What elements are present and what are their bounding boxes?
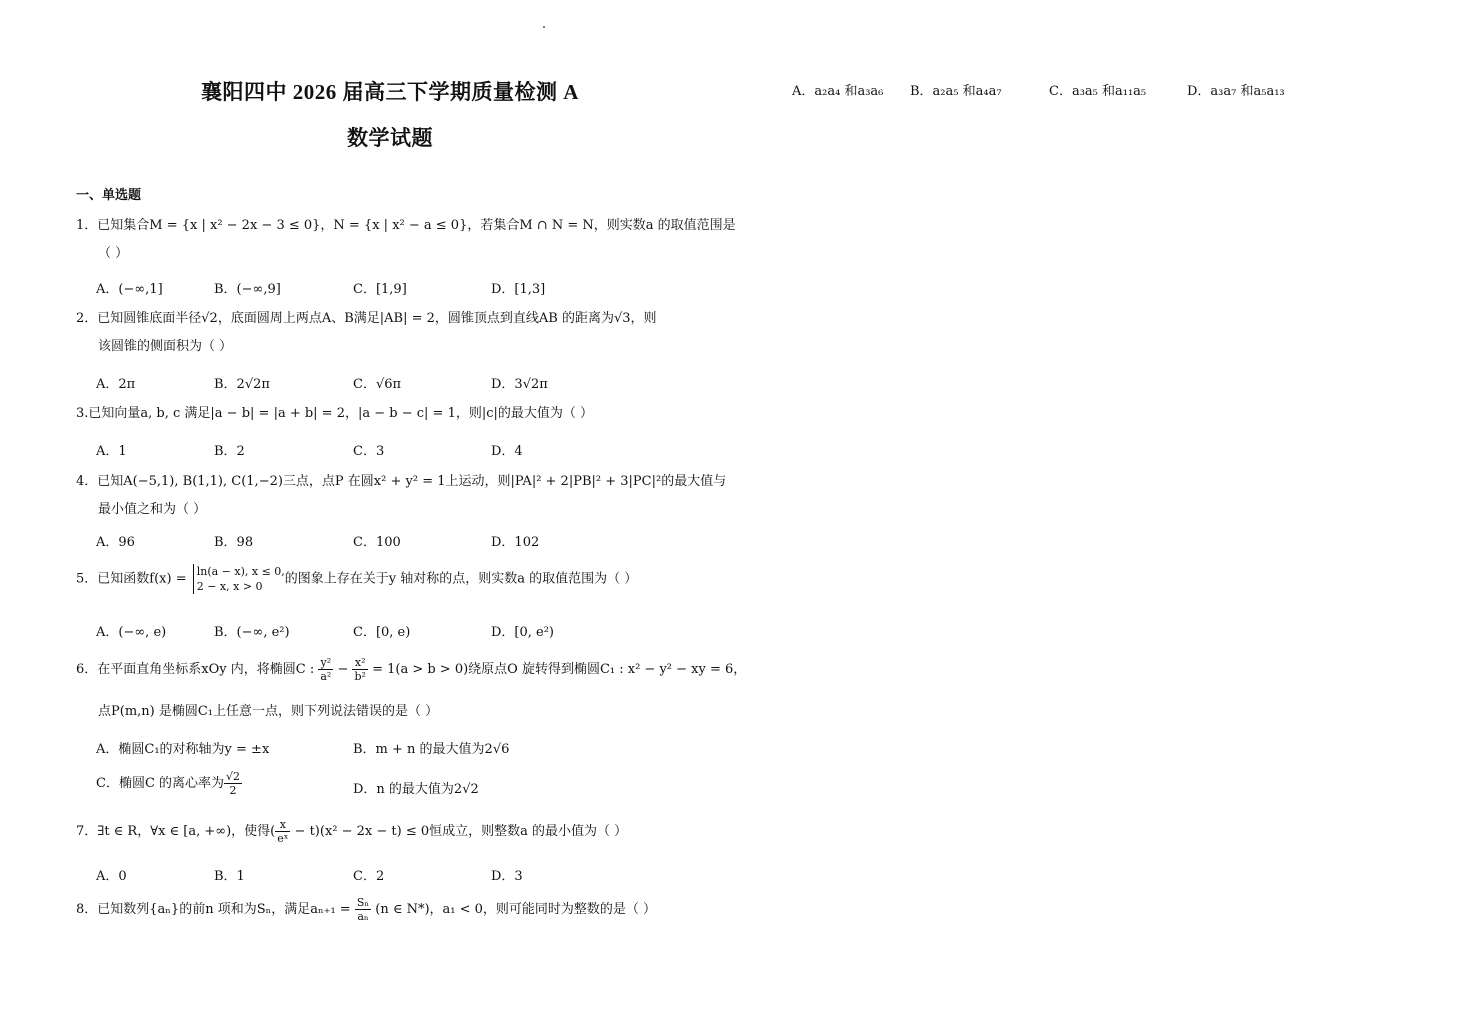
- fraction-num: x: [275, 818, 290, 832]
- question-7-stem-pre: 7．∃t ∈ R，∀x ∈ [a, +∞)，使得(: [76, 824, 276, 839]
- question-5-stem-post: 的图象上存在关于y 轴对称的点，则实数a 的取值范围为（ ）: [284, 571, 638, 587]
- question-6-stem-post: = 1(a > b > 0)绕原点O 旋转得到椭圆C₁ : x² − y² − xy = 6，: [367, 662, 747, 677]
- option-c: C．a₃a₅ 和a₁₁a₅: [1049, 84, 1147, 99]
- question-4-stem: 4．已知A(−5,1), B(1,1), C(1,−2)三点，点P 在圆x² + y² = 1上运动，则|PA|² + 2|PB|² + 3|PC|²的最大值与: [76, 474, 727, 489]
- option-a: A．96: [96, 535, 135, 550]
- exam-subtitle: 数学试题: [347, 126, 433, 150]
- question-6-stem-cont: 点P(m,n) 是椭圆C₁上任意一点，则下列说法错误的是（ ）: [98, 704, 439, 719]
- question-5: [76, 564, 716, 594]
- option-a: A．(−∞, e): [96, 625, 167, 640]
- fraction: [318, 656, 333, 683]
- question-8-stem-post: (n ∈ N*)，a₁ < 0，则可能同时为整数的是（ ）: [371, 902, 657, 917]
- option-b: B．2√2π: [214, 377, 270, 392]
- option-d: D．[1,3]: [491, 282, 546, 297]
- fraction-den: eˣ: [277, 832, 289, 845]
- option-a: A．(−∞,1]: [96, 282, 163, 297]
- option-b: B．m + n 的最大值为2√6: [353, 742, 510, 757]
- question-3: [76, 400, 716, 428]
- question-1: [76, 212, 736, 268]
- option-c: C．3: [353, 444, 385, 459]
- option-d: D．3: [491, 869, 523, 884]
- option-d: D．a₃a₇ 和a₅a₁₃: [1187, 84, 1285, 99]
- question-6: 6．在平面直角坐标系xOy 内，将椭圆C : $\frac{\text{y²}}{\text{a²}}$ − $\frac{\text{x²}}{\text{b²}}$ = 1(a > b > 0)绕原点O 旋转得到椭圆C₁ : x² − y² − xy = 6，: [76, 656, 747, 683]
- piece-line-1: ln(a − x), x ≤ 0,: [196, 565, 285, 578]
- option-c: C．100: [353, 535, 401, 550]
- fraction-num: Sₙ: [356, 896, 370, 909]
- question-2-stem: 2．已知圆锥底面半径√2，底面圆周上两点A、B满足|AB| = 2，圆锥顶点到直线AB 的距离为√3，则: [76, 311, 657, 326]
- question-6-stem-pre: 6．在平面直角坐标系xOy 内，将椭圆C :: [76, 662, 319, 677]
- option-d: D．102: [491, 535, 540, 550]
- option-a: A．1: [96, 444, 127, 459]
- question-8-stem-pre: 8．已知数列{aₙ}的前n 项和为Sₙ，满足aₙ₊₁ =: [76, 902, 355, 917]
- fraction: [352, 656, 367, 683]
- fraction-num: √2: [226, 770, 241, 783]
- option-a: A．椭圆C₁的对称轴为y = ±x: [96, 742, 270, 757]
- fraction-den: 2: [229, 784, 237, 797]
- option-c: C．2: [353, 869, 385, 884]
- question-5-stem-pre: 5．已知函数f(x) =: [76, 571, 191, 587]
- fraction: [224, 770, 242, 797]
- question-6-cont: [76, 698, 716, 726]
- fraction-num: y²: [318, 656, 333, 670]
- question-2-stem-cont: 该圆锥的侧面积为（ ）: [98, 339, 233, 354]
- option-d: D．4: [491, 444, 523, 459]
- piece-line-2: 2 − x, x > 0: [196, 580, 263, 593]
- question-4: [76, 468, 727, 524]
- option-c: [96, 770, 242, 797]
- option-c: C．[1,9]: [353, 282, 407, 297]
- option-b: B．a₂a₅ 和a₄a₇: [910, 84, 1002, 99]
- exam-title: 襄阳四中 2026 届高三下学期质量检测 A: [201, 80, 579, 104]
- option-b: B．98: [214, 535, 254, 550]
- question-1-stem-cont: （ ）: [98, 246, 129, 261]
- fraction-den: a²: [320, 670, 332, 683]
- option-c: C．√6π: [353, 377, 402, 392]
- question-7: [76, 818, 716, 846]
- question-7-stem-post: − t)(x² − 2x − t) ≤ 0恒成立，则整数a 的最小值为（ ）: [290, 824, 628, 839]
- decorative-dot: [543, 26, 545, 28]
- fraction-num: x²: [352, 656, 367, 670]
- option-c-text: C．椭圆C 的离心率为: [96, 776, 225, 791]
- fraction: [275, 818, 290, 845]
- option-b: B．2: [214, 444, 245, 459]
- option-a: A．0: [96, 869, 127, 884]
- option-b: B．1: [214, 869, 245, 884]
- right-column: [740, 0, 1474, 1020]
- option-a: A．2π: [96, 377, 136, 392]
- option-b: B．(−∞, e²): [214, 625, 290, 640]
- question-4-stem-cont: 最小值之和为（ ）: [98, 502, 207, 517]
- fraction-den: aₙ: [357, 910, 369, 923]
- section-heading: 一、单选题: [76, 188, 142, 203]
- question-2: [76, 305, 716, 361]
- option-b: B．(−∞,9]: [214, 282, 281, 297]
- option-d: D．n 的最大值为2√2: [353, 782, 479, 797]
- question-8: [76, 896, 716, 924]
- fraction: [355, 896, 371, 923]
- option-d: D．3√2π: [491, 377, 548, 392]
- option-a: A．a₂a₄ 和a₃a₆: [792, 84, 884, 99]
- option-c: C．[0, e): [353, 625, 411, 640]
- question-8-options: [792, 80, 1472, 100]
- fraction-den: b²: [354, 670, 366, 683]
- question-1-stem: 1．已知集合M = {x | x² − 2x − 3 ≤ 0}，N = {x | x² − a ≤ 0}，若集合M ∩ N = N，则实数a 的取值范围是: [76, 218, 736, 233]
- option-d: D．[0, e²): [491, 625, 555, 640]
- question-3-stem: 3.已知向量a, b, c 满足|a − b| = |a + b| = 2，|a − b − c| = 1，则|c|的最大值为（ ）: [76, 406, 594, 421]
- piecewise-function: [193, 564, 285, 594]
